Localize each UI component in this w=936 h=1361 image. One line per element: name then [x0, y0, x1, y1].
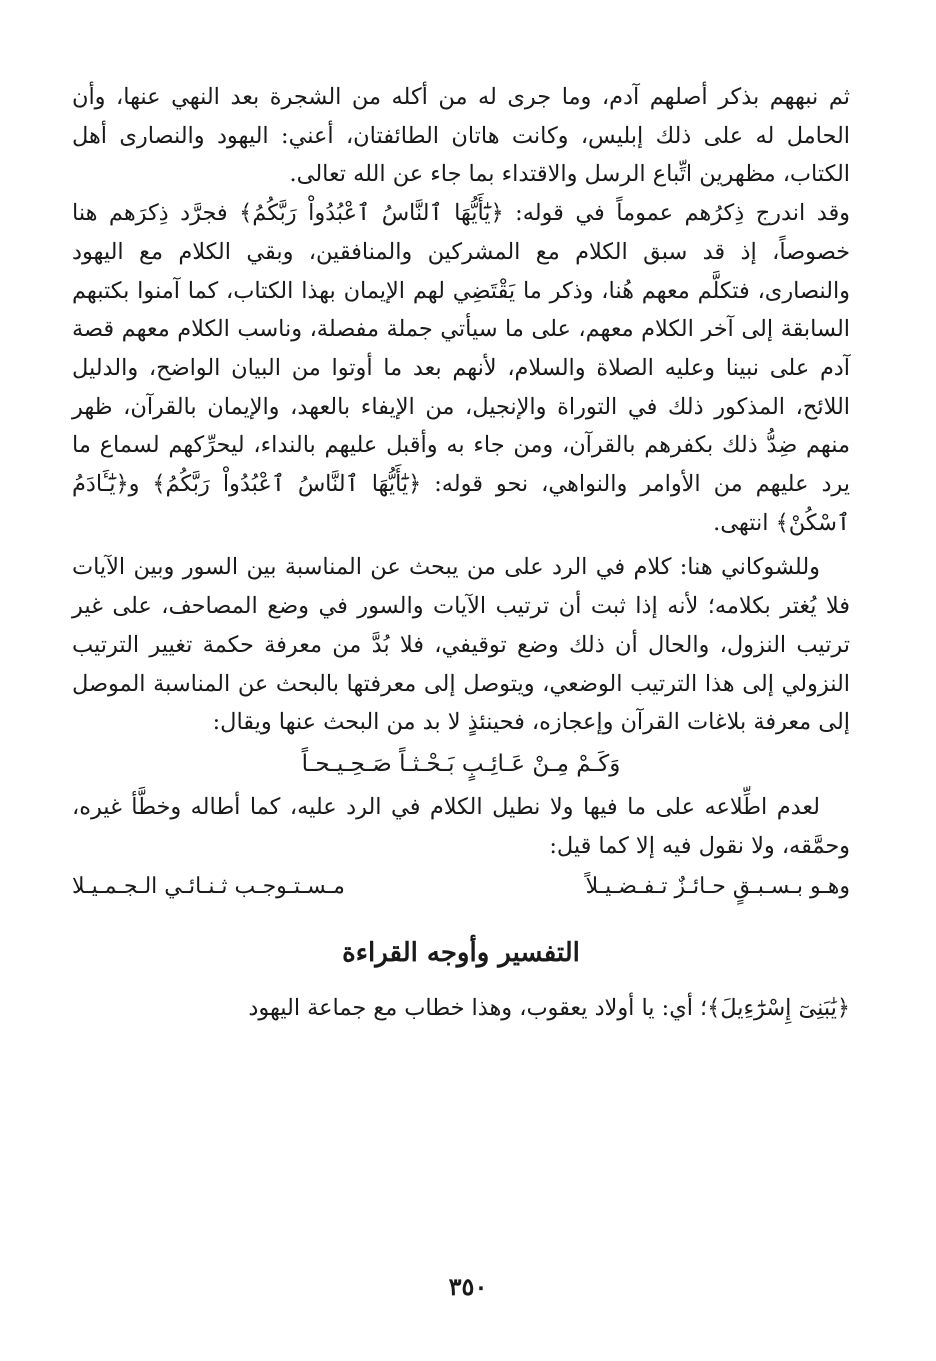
- section-heading: التفسير وأوجه القراءة: [342, 938, 580, 969]
- paragraph-inclusion: وقد اندرج ذِكرُهم عموماً في قوله: ﴿يَٰٓأَيُّهَا ٱلنَّاسُ ٱعْبُدُواْ رَبَّكُمُ﴾ فجرَّد ذِكرَهم هنا خصوصاً، إذ قد سبق الكلام مع المشركين والمنافقين، وبقي الكلام مع اليهود والنصارى، فتكلَّم معهم هُنا، وذكر ما يَقْتَضِي لهم الإيمان بهذا الكتاب، كما آمنوا بكتبهم السابقة إلى آخر الكلام معهم، على ما سيأتي جملة مفصلة، وناسب الكلام معهم قصة آدم على نبينا وعليه الصلاة والسلام، لأنهم بعد ما أوتوا من البيان الواضح، والدليل اللائح، المذكور ذلك في التوراة والإنجيل، من الإيفاء بالعهد، والإيمان بالقرآن، ظهر منهم ضِدُّ ذلك بكفرهم بالقرآن، ومن جاء به وأقبل عليهم بالنداء، ليحرِّكهم لسماع ما يرد عليهم من الأوامر والنواهي، نحو قوله: ﴿يَٰٓأَيُّهَا ٱلنَّاسُ ٱعْبُدُواْ رَبَّكُمُ﴾ و﴿يَٰٓـَٔادَمُ ٱسْكُنْ﴾ انتهى.: [72, 200, 850, 536]
- page-number: ٣٥٠: [448, 1272, 488, 1301]
- poetry-couplet: [72, 867, 850, 907]
- couplet-first-hemistich: وهـو بـسـبـقٍ حـائـزٌ تـفـضـيـلاً: [585, 874, 850, 900]
- paragraph-shawkani: وللشوكاني هنا: كلام في الرد على من يبحث عن المناسبة بين السور وبين الآيات فلا يُغتر بكلامه؛ لأنه إذا ثبت أن ترتيب الآيات والسور في وضع المصاحف، على غير ترتيب النزول، والحال أن ذلك وضع توقيفي، فلا بُدَّ من معرفة حكمة تغيير الترتيب النزولي إلى هذا الترتيب الوضعي، ويتوصل إلى معرفتها بالبحث عن المناسبة الموصل إلى معرفة بلاغات القرآن وإعجازه، فحينئذٍ لا بد من البحث عنها ويقال:: [72, 554, 850, 736]
- paragraph-opening: ثم نبههم بذكر أصلهم آدم، وما جرى له من أكله من الشجرة بعد النهي عنها، وأن الحامل له على ذلك إبليس، وكانت هاتان الطائفتان، أعني: اليهود والنصارى أهل الكتاب، مظهرين اتِّباع الرسل والاقتداء بما جاء عن الله تعالى.: [72, 84, 850, 188]
- book-page: [72, 78, 850, 1361]
- couplet-second-hemistich: مـسـتـوجـب ثـنـائـي الـجـمـيـلا: [72, 874, 345, 900]
- poetry-verse: وَكَـمْ مِـنْ عَـائِـبٍ بَـحْـثـاً صَـحِـيـحـاً: [301, 750, 621, 777]
- paragraph-tafsir: ﴿يَٰبَنِىٓ إِسْرَٰٓءِيلَ﴾؛ أي: يا أولاد يعقوب، وهذا خطاب مع جماعة اليهود: [248, 995, 850, 1022]
- paragraph-critique: لعدم اطِّلاعه على ما فيها ولا نطيل الكلام في الرد عليه، كما أطاله وخطَّأ غيره، وحمَّقه، ولا نقول فيه إلا كما قيل:: [72, 793, 850, 859]
